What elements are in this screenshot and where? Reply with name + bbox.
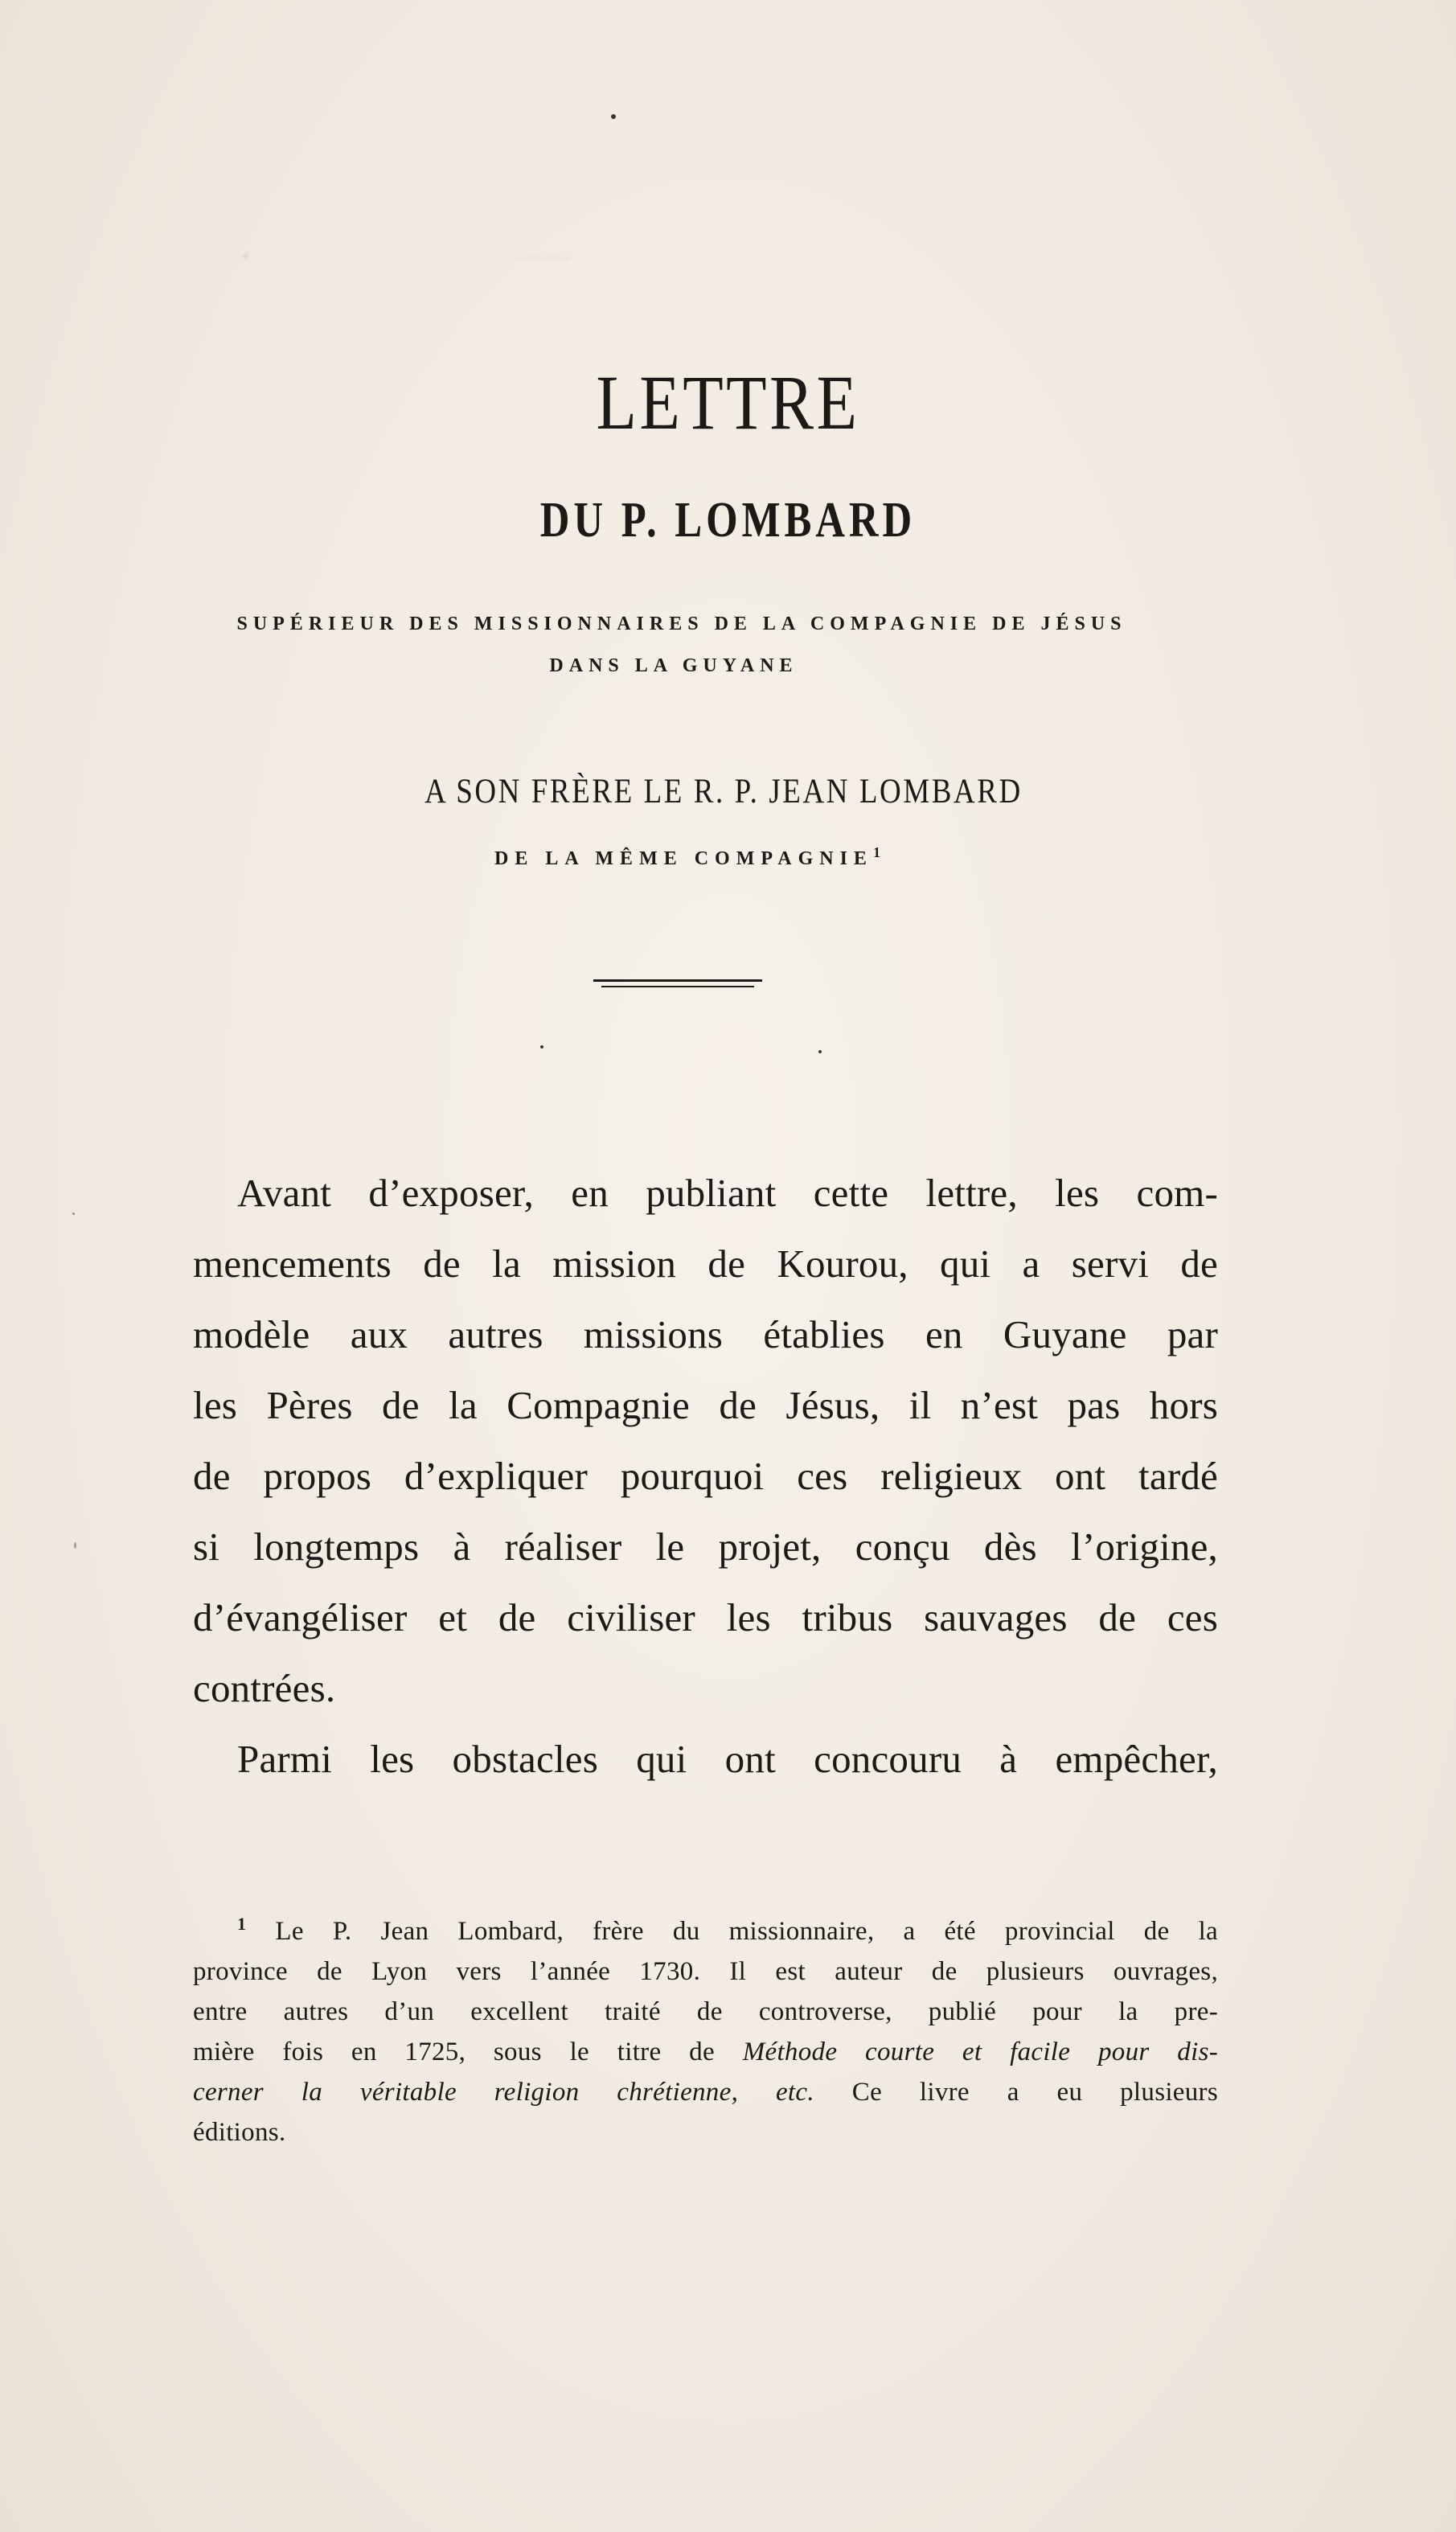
footnote-book-title-part1: Méthode courte et facile pour dis- — [742, 2038, 1219, 2066]
body-line: les Pères de la Compagnie de Jésus, il n’est pas hors — [193, 1383, 1218, 1427]
addressee-subline-text: DE LA MÊME COMPAGNIE — [494, 848, 873, 869]
footnote-etc: etc. — [775, 2078, 814, 2107]
page-subtitle: DU P. LOMBARD — [539, 493, 917, 548]
footnote-line — [193, 1904, 1218, 1951]
body-line: contrées. — [193, 1666, 336, 1710]
print-speck — [818, 1050, 822, 1053]
footnote-line — [193, 2032, 1218, 2072]
author-role-line-2: DANS LA GUYANE — [549, 655, 798, 676]
author-role-line-1: SUPÉRIEUR DES MISSIONNAIRES DE LA COMPAGNIE DE JÉSUS — [236, 614, 1127, 634]
body-line: si longtemps à réaliser le projet, conçu dès l’origine, — [193, 1525, 1218, 1569]
footnote-book-title-part2: cerner la véritable religion chrétienne — [193, 2078, 732, 2107]
body-line: Avant d’exposer, en publiant cette lettre, les com- — [237, 1171, 1218, 1215]
paragraph-2 — [193, 1724, 1218, 1795]
print-speck — [72, 1213, 75, 1215]
footnote-text-4a: mière fois en 1725, sous le titre de — [193, 2038, 743, 2066]
body-line: d’évangéliser et de civiliser les tribus sauvages de ces — [193, 1595, 1218, 1639]
footnote-line: entre autres d’un excellent traité de controverse, publié pour la pre- — [193, 1997, 1218, 2026]
footnote-reference: 1 — [872, 844, 880, 860]
footnote-line: éditions. — [193, 2118, 286, 2147]
addressee-line: A SON FRÈRE LE R. P. JEAN LOMBARD — [424, 773, 1023, 810]
print-speck — [611, 114, 616, 119]
page-title: LETTRE — [596, 359, 860, 445]
footnote-text-5a: , — [731, 2078, 776, 2107]
print-speck — [540, 1045, 543, 1049]
footnote — [193, 1904, 1218, 2152]
show-through-header: • —— — [241, 241, 572, 271]
body-line: de propos d’expliquer pourquoi ces religieux ont tardé — [193, 1454, 1218, 1498]
footnote-line: province de Lyon vers l’année 1730. Il est auteur de plusieurs ouvrages, — [193, 1957, 1218, 1986]
footnote-text-1: Le P. Jean Lombard, frère du missionnaire, a été provincial de la — [275, 1917, 1218, 1946]
body-line: Parmi les obstacles qui ont concouru à empêcher, — [237, 1737, 1218, 1781]
print-speck — [74, 1542, 76, 1549]
footnote-line — [193, 2072, 1218, 2112]
body-line: mencements de la mission de Kourou, qui a servi de — [193, 1241, 1218, 1286]
addressee-subline — [462, 844, 913, 870]
footnote-text-5b: Ce livre a eu plusieurs — [814, 2078, 1218, 2107]
paragraph-1 — [193, 1158, 1218, 1724]
footnote-number: 1 — [237, 1914, 247, 1934]
body-line: modèle aux autres missions établies en Guyane par — [193, 1312, 1218, 1356]
divider-rule-bottom — [601, 986, 754, 987]
body-text — [193, 1158, 1218, 1795]
divider-rule-top — [593, 979, 762, 982]
